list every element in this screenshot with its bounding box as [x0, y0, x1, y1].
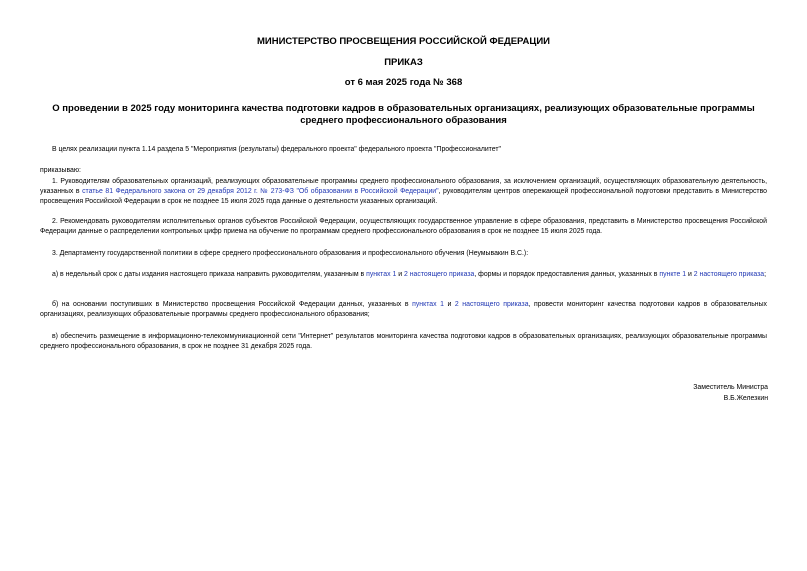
paragraph-3b-text-b: , провести мониторинг качества подготовки кадров в образовательных организациях, реализующих образовательные программы среднего профессионального образования; — [40, 301, 767, 318]
clause-1-link-b[interactable]: пунктах 1 — [412, 301, 444, 308]
signature-name: В.Б.Железкин — [723, 395, 768, 402]
clause-1-link[interactable]: пунктах 1 — [366, 271, 397, 278]
paragraph-3a-and-1: и — [396, 271, 404, 278]
paragraph-3a-and-2: и — [686, 271, 694, 278]
paragraph-3b-and: и — [443, 301, 455, 308]
order-word: приказываю: — [40, 167, 81, 174]
paragraph-1-text-b: , руководителям центров опережающей профессиональной подготовки представить в Министерство просвещения Российской Федерации в срок не позднее 15 июля 2025 года данные о деятельности указанных организаций. — [40, 188, 767, 205]
paragraph-1 — [40, 177, 767, 207]
document-title: О проведении в 2025 году мониторинга качества подготовки кадров в образовательных организациях, реализующих образовательные программы среднего профессионального образования — [52, 103, 755, 126]
paragraph-2: 2. Рекомендовать руководителям исполнительных органов субъектов Российской Федерации, осуществляющих государственное управление в сфере образования, представить в Министерство просвещения Российской Федерации данные о распределении контрольных цифр приема на обучение по программам среднего профессионального образования в срок не позднее 15 июля 2025 года. — [40, 218, 767, 235]
preamble-paragraph: В целях реализации пункта 1.14 раздела 5 "Мероприятия (результаты) федерального проекта" федерального проекта "Профессионалитет" — [52, 146, 501, 153]
paragraph-3a-text-b: , формы и порядок предоставления данных, указанных в — [474, 271, 660, 278]
ministry-heading: МИНИСТЕРСТВО ПРОСВЕЩЕНИЯ РОССИЙСКОЙ ФЕДЕРАЦИИ — [256, 36, 551, 47]
clause-2-link-second[interactable]: 2 настоящего приказа — [693, 271, 765, 278]
signature-position: Заместитель Министра — [693, 384, 768, 391]
clause-2-link[interactable]: 2 настоящего приказа — [403, 271, 475, 278]
date-number-heading: от 6 мая 2025 года № 368 — [344, 77, 463, 88]
law-article-link[interactable]: статье 81 Федерального закона от 29 декабря 2012 г. № 273-ФЗ "Об образовании в Российской Федерации" — [82, 188, 439, 195]
paragraph-3c: в) обеспечить размещение в информационно-телекоммуникационной сети "Интернет" результатов мониторинга качества подготовки кадров в образовательных организациях, реализующих образовательные программы среднего профессионального образования, в срок не позднее 31 декабря 2025 года. — [40, 333, 767, 350]
paragraph-1-text-a: 1. Руководителям образовательных организаций, реализующих образовательные программы среднего профессионального образования, за исключением организаций, осуществляющих образовательную деятельность, указанных в — [40, 178, 767, 195]
paragraph-3a-text-a: а) в недельный срок с даты издания настоящего приказа направить руководителям, указанным в — [52, 271, 367, 278]
clause-1-link-second[interactable]: пункте 1 — [659, 271, 687, 278]
doc-type-heading: ПРИКАЗ — [384, 57, 423, 68]
paragraph-3b-text-a: б) на основании поступивших в Министерство просвещения Российской Федерации данных, указанных в — [52, 301, 413, 308]
paragraph-3a-text-c: ; — [764, 271, 767, 278]
paragraph-3: 3. Департаменту государственной политики в сфере среднего профессионального образования и профессионального обучения (Неумывакин В.С.): — [52, 250, 529, 257]
paragraph-3a — [40, 270, 767, 280]
clause-2-link-b[interactable]: 2 настоящего приказа — [454, 301, 529, 308]
paragraph-3b — [40, 300, 767, 320]
